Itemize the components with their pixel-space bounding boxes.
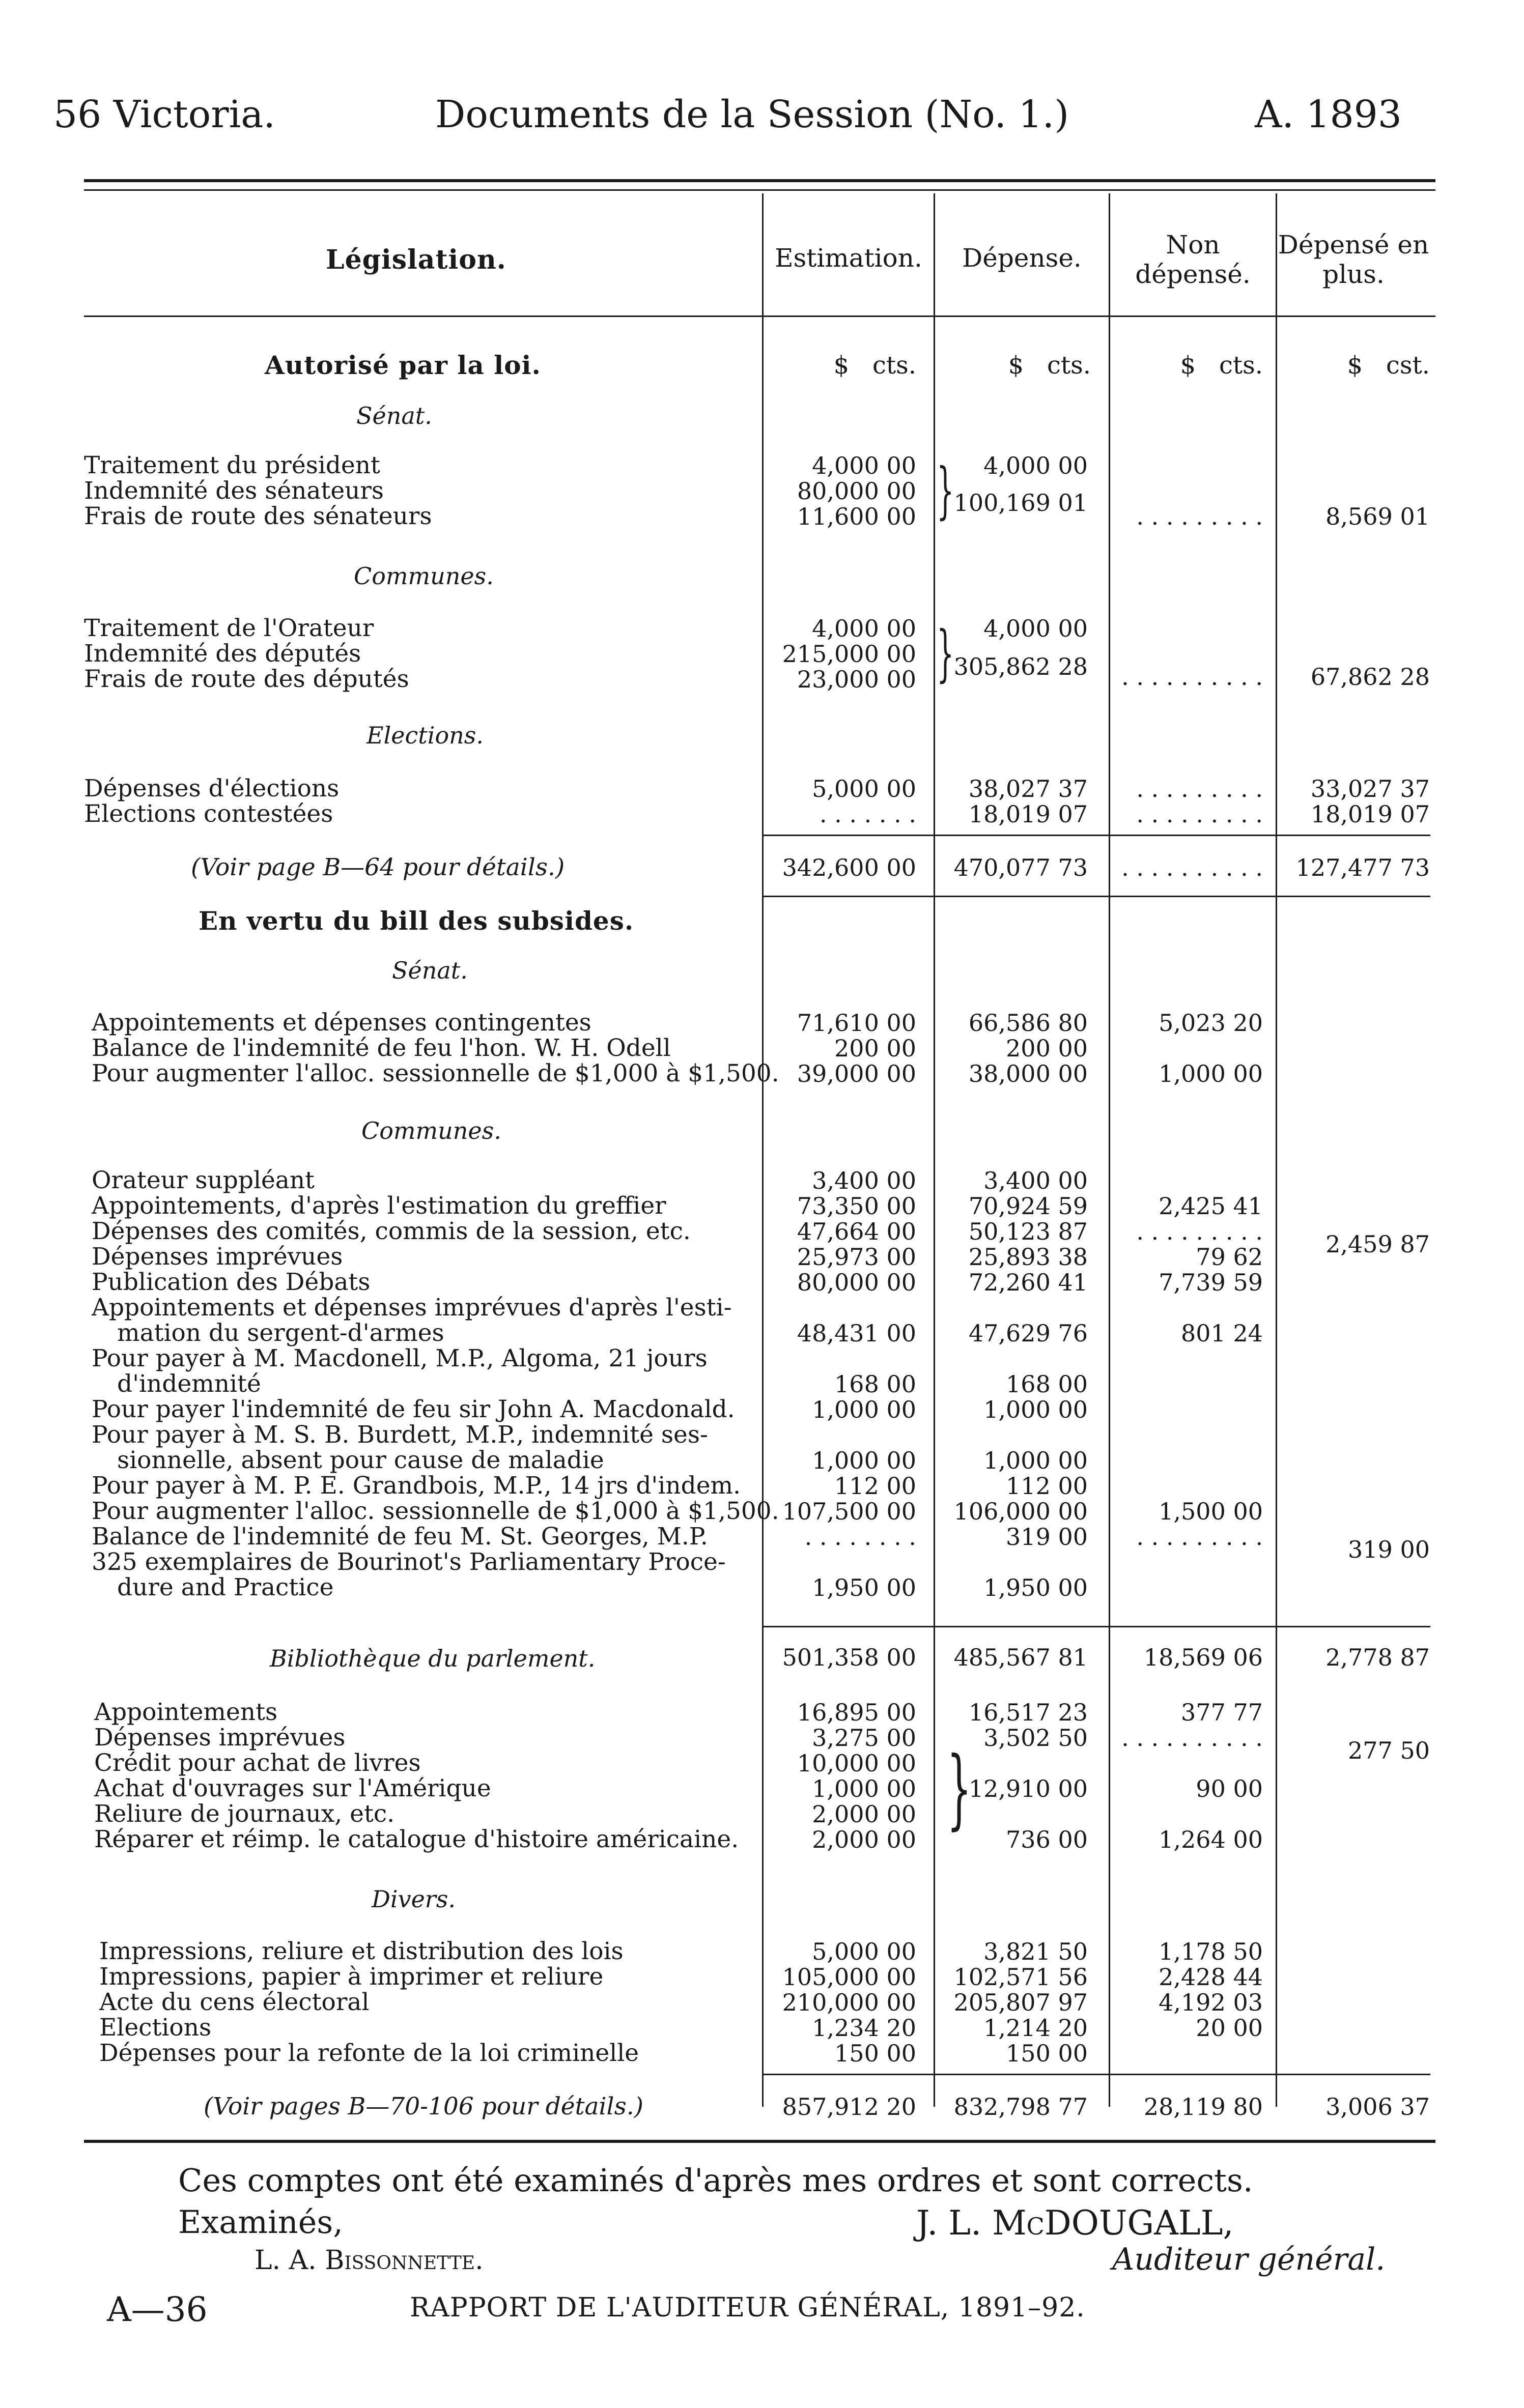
document-series: A. 1893 [1255,93,1402,136]
col-header-depense: Dépense. [962,243,1082,273]
cell-plus-group: 8,569 01 [1325,503,1430,530]
cell-est: 1,000 00 [812,1447,916,1474]
cell-est: 112 00 [834,1472,916,1500]
cell-dep: 72,260 41 [968,1269,1088,1296]
total-label-1: (Voir page B—64 pour détails.) [191,853,565,881]
cell-dep: 38,000 00 [968,1060,1088,1087]
brace: } [937,455,954,526]
row-label: Traitement de l'Orateur [84,614,374,642]
cell-dep: 102,571 56 [953,1963,1088,1991]
col-divider-3 [1109,193,1110,2107]
cell-dep-group: 305,862 28 [953,653,1088,680]
examines-label: Examinés, [178,2203,343,2241]
cell-non: . . . . . . . . . [1136,775,1263,802]
document-title: Documents de la Session (No. 1.) [435,93,1069,136]
total-rule [764,896,1430,897]
subtotal-plus: 2,778 87 [1325,1644,1430,1671]
certification-text: Ces comptes ont été examinés d'après mes ordres et sont corrects. [178,2162,1253,2199]
unit-dep: $ cts. [1008,351,1091,380]
cell-dep-group: 100,169 01 [953,489,1088,517]
row-label-cont: d'indemnité [117,1370,261,1398]
row-label: 325 exemplaires de Bourinot's Parliamentary Proce- [92,1548,726,1576]
cell-est: 4,000 00 [812,615,916,642]
total-non-2: 28,119 80 [1143,2093,1263,2120]
cell-plus: 18,019 07 [1310,800,1430,828]
row-label: Dépenses des comités, commis de la session, etc. [92,1217,691,1245]
cell-est: 48,431 00 [797,1320,916,1347]
row-label: Indemnité des sénateurs [84,477,384,505]
row-label: Pour payer l'indemnité de feu sir John A. Macdonald. [92,1395,735,1423]
cell-est: 5,000 00 [812,775,916,802]
row-label: Publication des Débats [92,1268,371,1296]
cell-non: 377 77 [1181,1699,1263,1726]
row-label: Balance de l'indemnité de feu l'hon. W. H. Odell [92,1034,671,1062]
cell-non: . . . . . . . . . . [1121,1724,1263,1752]
row-label: Orateur suppléant [92,1166,315,1194]
subsection-bibliotheque: Bibliothèque du parlement. [270,1645,596,1672]
row-label: Réparer et réimp. le catalogue d'histoire américaine. [94,1825,739,1853]
row-label: Appointements [94,1698,278,1726]
subtotal-rule [764,2074,1430,2075]
unit-est: $ cts. [833,351,916,380]
cell-est: 1,950 00 [812,1574,916,1601]
row-label: Pour payer à M. Macdonell, M.P., Algoma, 21 jours [92,1344,708,1372]
row-label-cont: mation du sergent-d'armes [117,1319,444,1347]
cell-est: 73,350 00 [797,1192,916,1220]
total-label-2: (Voir pages B—70-106 pour détails.) [204,2092,643,2120]
table-bottom-rule [84,2140,1435,2143]
row-label: Crédit pour achat de livres [94,1749,421,1777]
cell-est: 23,000 00 [797,666,916,693]
cell-plus: 2,459 87 [1325,1230,1430,1258]
cell-est: 80,000 00 [797,477,916,505]
page-reference: A—36 [107,2290,208,2329]
subsection-communes-1: Communes. [354,562,494,590]
cell-non: 1,264 00 [1159,1826,1263,1853]
col-header-non-depense: Non dépensé. [1135,230,1251,289]
cell-non-group: . . . . . . . . . [1136,503,1263,530]
cell-est: 2,000 00 [812,1800,916,1828]
section-bill-subsides: En vertu du bill des subsides. [199,906,634,936]
cell-est: 4,000 00 [812,452,916,479]
cell-est: 16,895 00 [797,1699,916,1726]
cell-dep: 4,000 00 [983,615,1088,642]
row-label: Traitement du président [84,451,380,479]
total-est-2: 857,912 20 [782,2093,916,2120]
cell-est: 210,000 00 [782,1989,916,2016]
unit-non: $ cts. [1180,351,1263,380]
cell-non: 1,178 50 [1159,1938,1263,1965]
header-rule-thin [84,189,1435,191]
cell-est: 105,000 00 [782,1963,916,1991]
cell-non: 20 00 [1196,2014,1263,2042]
cell-dep: 150 00 [1006,2040,1088,2067]
col-header-legislation: Législation. [326,244,506,275]
row-label: Frais de route des députés [84,665,409,693]
row-label: Pour augmenter l'alloc. sessionnelle de $1,000 à $1,500. [92,1059,779,1087]
cell-est: 215,000 00 [782,640,916,668]
auditor-name: J. L. McDOUGALL, [916,2203,1234,2243]
subtotal-non: 18,569 06 [1143,1644,1263,1671]
cell-non: 2,425 41 [1159,1192,1263,1220]
cell-dep-group: 12,910 00 [968,1775,1088,1802]
cell-non: 7,739 59 [1159,1269,1263,1296]
cell-dep: 38,027 37 [968,775,1088,802]
cell-est: 3,275 00 [812,1724,916,1752]
auditor-title: Auditeur général. [1112,2242,1386,2277]
cell-est: 3,400 00 [812,1167,916,1194]
cell-non-group: 90 00 [1196,1775,1263,1802]
subsection-senat-2: Sénat. [392,957,468,984]
examiner-name: L. A. Bissonnette. [255,2245,484,2276]
col-header-depense-plus: Dépensé en plus. [1278,230,1429,289]
cell-est: 10,000 00 [797,1750,916,1777]
row-label: Pour augmenter l'alloc. sessionnelle de $1,000 à $1,500. [92,1497,779,1525]
cell-plus: 33,027 37 [1310,775,1430,802]
cell-dep: 736 00 [1006,1826,1088,1853]
row-label: Appointements, d'après l'estimation du greffier [92,1192,666,1220]
brace: } [947,1738,972,1839]
cell-est: 168 00 [834,1370,916,1398]
cell-plus-group: 67,862 28 [1310,663,1430,691]
cell-est: . . . . . . . [819,800,916,828]
subtotal-est: 501,358 00 [782,1644,916,1671]
cell-dep: 200 00 [1006,1035,1088,1062]
cell-non: 1,500 00 [1159,1498,1263,1525]
cell-dep: 3,821 50 [983,1938,1088,1965]
row-label: Dépenses imprévues [92,1243,343,1271]
cell-dep: 16,517 23 [968,1699,1088,1726]
cell-non: . . . . . . . . . [1136,800,1263,828]
cell-non: 4,192 03 [1159,1989,1263,2016]
row-label: Appointements et dépenses imprévues d'après l'esti- [92,1294,732,1322]
cell-est: 200 00 [834,1035,916,1062]
unit-plus: $ cst. [1347,351,1430,380]
subtotal-rule [764,835,1430,836]
cell-est: 2,000 00 [812,1826,916,1853]
cell-est: 150 00 [834,2040,916,2067]
cell-est: 39,000 00 [797,1060,916,1087]
cell-dep: 25,893 38 [968,1243,1088,1271]
col-divider-4 [1276,193,1277,2107]
row-label-cont: sionnelle, absent pour cause de maladie [117,1446,604,1474]
cell-est: 1,234 20 [812,2014,916,2042]
cell-est: 80,000 00 [797,1269,916,1296]
cell-dep: 1,000 00 [983,1447,1088,1474]
header-rule-thick [84,179,1435,182]
cell-non: 801 24 [1181,1320,1263,1347]
cell-plus: 319 00 [1348,1536,1430,1563]
row-label: Dépenses imprévues [94,1724,346,1752]
cell-dep: 1,214 20 [983,2014,1088,2042]
session-year: 56 Victoria. [53,93,275,136]
cell-dep: 66,586 80 [968,1009,1088,1037]
total-est-1: 342,600 00 [782,854,916,881]
cell-est: 1,000 00 [812,1775,916,1802]
row-label: Acte du cens électoral [99,1988,370,2016]
cell-dep: 112 00 [1006,1472,1088,1500]
cell-non: 2,428 44 [1159,1963,1263,1991]
cell-dep: 319 00 [1006,1523,1088,1551]
cell-est: 5,000 00 [812,1938,916,1965]
total-plus-1: 127,477 73 [1295,854,1430,881]
section-autorise: Autorisé par la loi. [265,350,541,380]
row-label: Balance de l'indemnité de feu M. St. Georges, M.P. [92,1523,708,1551]
row-label-cont: dure and Practice [117,1573,334,1601]
cell-dep: 47,629 76 [968,1320,1088,1347]
row-label: Indemnité des députés [84,640,361,668]
col-header-estimation: Estimation. [775,243,922,273]
total-dep-1: 470,077 73 [953,854,1088,881]
cell-dep: 205,807 97 [953,1989,1088,2016]
subtotal-rule [764,1626,1430,1627]
row-label: Frais de route des sénateurs [84,502,432,530]
row-label: Elections [99,2014,212,2042]
cell-non: . . . . . . . . . [1136,1218,1263,1245]
cell-non-group: . . . . . . . . . . [1121,663,1263,691]
cell-non: 1,000 00 [1159,1060,1263,1087]
brace: } [937,618,954,689]
total-non-1: . . . . . . . . . . [1121,854,1263,881]
cell-dep: 1,950 00 [983,1574,1088,1601]
cell-dep: 3,400 00 [983,1167,1088,1194]
cell-dep: 18,019 07 [968,800,1088,828]
subsection-communes-2: Communes. [361,1117,501,1144]
cell-est: 1,000 00 [812,1396,916,1423]
cell-non: 5,023 20 [1159,1009,1263,1037]
cell-dep: 1,000 00 [983,1396,1088,1423]
row-label: Achat d'ouvrages sur l'Amérique [94,1774,491,1802]
cell-est: 107,500 00 [782,1498,916,1525]
cell-est: 71,610 00 [797,1009,916,1037]
row-label: Impressions, papier à imprimer et reliure [99,1963,604,1991]
subsection-senat-1: Sénat. [356,402,432,429]
row-label: Elections contestées [84,800,333,828]
cell-dep: 4,000 00 [983,452,1088,479]
cell-non: . . . . . . . . . [1136,1523,1263,1551]
row-label: Appointements et dépenses contingentes [92,1009,591,1037]
cell-est: 47,664 00 [797,1218,916,1245]
subsection-elections: Elections. [366,722,484,749]
cell-est: 25,973 00 [797,1243,916,1271]
cell-dep: 70,924 59 [968,1192,1088,1220]
cell-dep: 3,502 50 [983,1724,1088,1752]
cell-dep: 106,000 00 [953,1498,1088,1525]
subsection-divers: Divers. [372,1885,456,1913]
subtotal-dep: 485,567 81 [953,1644,1088,1671]
row-label: Reliure de journaux, etc. [94,1800,395,1828]
header-bottom-rule [84,316,1435,317]
total-dep-2: 832,798 77 [953,2093,1088,2120]
row-label: Impressions, reliure et distribution des lois [99,1937,624,1965]
report-title: RAPPORT DE L'AUDITEUR GÉNÉRAL, 1891–92. [410,2292,1085,2323]
row-label: Dépenses pour la refonte de la loi criminelle [99,2039,639,2067]
total-plus-2: 3,006 37 [1325,2093,1430,2120]
cell-est: 11,600 00 [797,503,916,530]
cell-plus: 277 50 [1348,1737,1430,1764]
cell-non: 79 62 [1196,1243,1263,1271]
cell-dep: 50,123 87 [968,1218,1088,1245]
row-label: Pour payer à M. S. B. Burdett, M.P., indemnité ses- [92,1421,708,1449]
cell-dep: 168 00 [1006,1370,1088,1398]
cell-est: . . . . . . . . [804,1523,916,1551]
row-label: Pour payer à M. P. E. Grandbois, M.P., 14 jrs d'indem. [92,1472,741,1500]
col-divider-2 [934,193,935,2107]
row-label: Dépenses d'élections [84,775,340,802]
